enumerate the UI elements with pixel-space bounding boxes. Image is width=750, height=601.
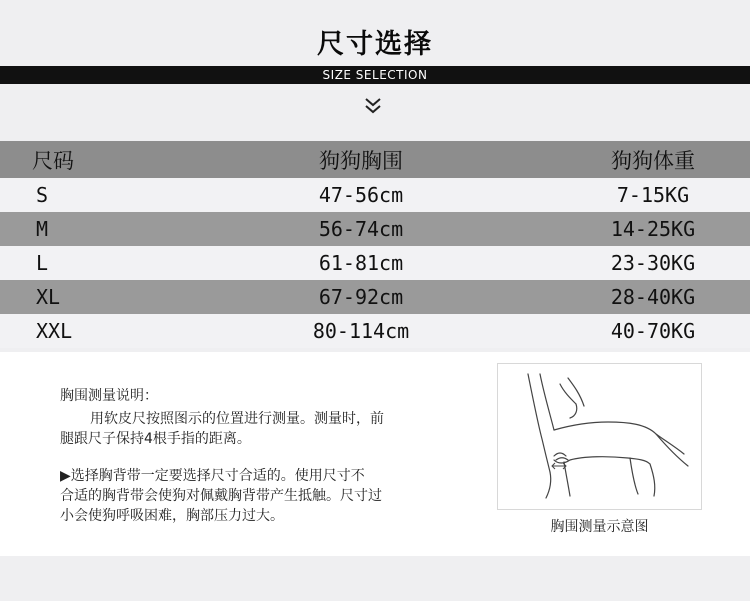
- measure-instruction-line: 用软皮尺按照图示的位置进行测量。测量时，前: [90, 411, 384, 427]
- chest-cell: 56-74cm: [236, 212, 486, 246]
- weight-cell: 40-70KG: [486, 314, 750, 348]
- size-cell: M: [0, 212, 236, 246]
- table-row: [0, 280, 750, 314]
- notes-heading: 胸围测量说明：: [60, 388, 158, 404]
- weight-cell: 14-25KG: [486, 212, 750, 246]
- size-table: [0, 141, 750, 348]
- size-cell: S: [0, 178, 236, 212]
- measurement-notes: [60, 386, 460, 526]
- table-row: [0, 212, 750, 246]
- measure-instruction-line: 腿跟尺子保持4根手指的距离。: [60, 431, 251, 447]
- chest-cell: 67-92cm: [236, 280, 486, 314]
- chest-cell: 47-56cm: [236, 178, 486, 212]
- column-header-weight: 狗狗体重: [486, 141, 750, 178]
- weight-cell: 28-40KG: [486, 280, 750, 314]
- chest-cell: 80-114cm: [236, 314, 486, 348]
- warning-line: 合适的胸背带会使狗对佩戴胸背带产生抵触。尺寸过: [60, 488, 382, 504]
- chevron-down-icon: [359, 96, 387, 120]
- table-row: [0, 314, 750, 348]
- figure-caption: 胸围测量示意图: [550, 519, 649, 535]
- weight-cell: 7-15KG: [486, 178, 750, 212]
- chest-cell: 61-81cm: [236, 246, 486, 280]
- column-header-chest: 狗狗胸围: [236, 141, 486, 178]
- weight-cell: 23-30KG: [486, 246, 750, 280]
- table-header-row: [0, 141, 750, 178]
- dog-icon: [498, 364, 701, 509]
- column-header-size: 尺码: [0, 141, 236, 178]
- page-title: 尺寸选择: [317, 29, 433, 60]
- size-cell: L: [0, 246, 236, 280]
- warning-line: ▶选择胸背带一定要选择尺寸合适的。使用尺寸不: [60, 468, 365, 484]
- size-cell: XXL: [0, 314, 236, 348]
- warning-line: 小会使狗呼吸困难，胸部压力过大。: [60, 508, 284, 524]
- size-cell: XL: [0, 280, 236, 314]
- table-row: [0, 246, 750, 280]
- page-subtitle: SIZE SELECTION: [322, 68, 428, 82]
- table-row: [0, 178, 750, 212]
- dog-measurement-illustration: [497, 363, 702, 510]
